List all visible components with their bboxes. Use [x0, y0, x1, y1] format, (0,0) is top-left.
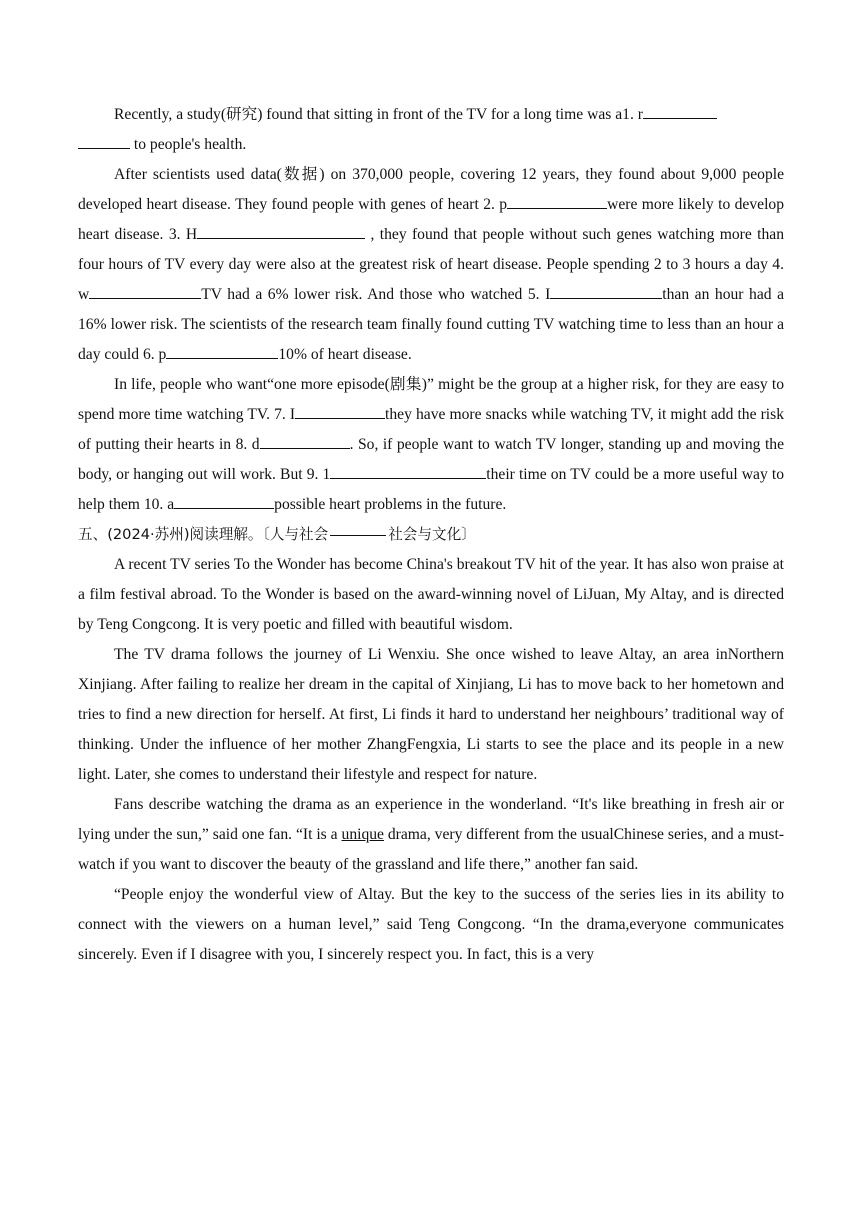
answer-blank-6[interactable] — [166, 342, 278, 359]
answer-blank-1b[interactable] — [78, 132, 130, 149]
paragraph-director: “People enjoy the wonderful view of Altay. But the key to the success of the series lies in its ability to connect with the viewers on a human level,” said Teng Congcong. “In the drama,everyone communicates sincerely. Even if I disagree with you, I sincerely respect you. In fact, this is a very — [78, 886, 784, 963]
text-run: drama, very different from the usualChinese series, and a must-watch if you want to discover the beauty of the grassland and life there,” another fan said. — [78, 826, 785, 873]
answer-blank-9[interactable] — [330, 462, 486, 479]
answer-blank-7[interactable] — [295, 402, 385, 419]
text-run: than an hour had a 16% lower risk. The scientists of the research team finally found cutting TV watching time to less than an hour a day could 6. p — [78, 286, 784, 363]
paragraph-study — [78, 160, 784, 370]
text-run: In life, people who want“one more episode(剧集)” might be the group at a higher risk, for they are easy to spend more time watching TV. 7. I — [78, 376, 784, 423]
text-run: Recently, a study(研究) found that sitting in front of the TV for a long time was a1. r — [114, 106, 643, 123]
text-run: they have more snacks while watching TV, it might add the risk of putting their hearts in 8. d — [78, 406, 784, 453]
paragraph-journey: The TV drama follows the journey of Li Wenxiu. She once wished to leave Altay, an area inNorthern Xinjiang. After failing to realize her dream in the capital of Xinjiang, Li has to move back to her hometown and tries to find a new direction for herself. At first, Li finds it hard to understand her neighbours’ traditional way of thinking. Under the influence of her mother ZhangFengxia, Li starts to see the place and its people in a new light. Later, she comes to understand their lifestyle and respect for nature. — [78, 646, 784, 783]
text-run: After scientists used data(数据) on 370,000 people, covering 12 years, they found about 9,000 people developed heart disease. They found people with genes of heart 2. p — [78, 166, 784, 213]
answer-blank-2[interactable] — [507, 192, 607, 209]
paragraph-life — [78, 370, 784, 520]
text-run: to people's health. — [130, 136, 247, 153]
answer-blank-8[interactable] — [260, 432, 350, 449]
text-run: their time on TV could be a more useful way to help them 10. a — [78, 466, 784, 513]
text-run: Fans describe watching the drama as an experience in the wonderland. “It's like breathing in fresh air or lying under the sun,” said one fan. “It is a — [78, 796, 784, 843]
heading-text: 五、(2024·苏州)阅读理解。〔人与社会 — [78, 526, 329, 543]
text-run: possible heart problems in the future. — [274, 496, 507, 513]
answer-blank-5[interactable] — [550, 282, 662, 299]
paragraph-intro — [78, 100, 784, 160]
text-run: . So, if people want to watch TV longer, standing up and moving the body, or hanging out will work. But 9. 1 — [78, 436, 785, 483]
heading-text: 社会与文化〕 — [388, 526, 476, 543]
paragraph-series: A recent TV series To the Wonder has become China's breakout TV hit of the year. It has also won praise at a film festival abroad. To the Wonder is based on the award-winning novel of LiJuan, My Altay, and is directed by Teng Congcong. It is very poetic and filled with beautiful wisdom. — [78, 556, 784, 633]
dash-divider — [330, 535, 386, 536]
section-heading — [78, 520, 784, 550]
answer-blank-10[interactable] — [174, 492, 274, 509]
answer-blank-1a[interactable] — [643, 102, 717, 119]
text-run: , they found that people without such genes watching more than four hours of TV every day were also at the greatest risk of heart disease. People spending 2 to 3 hours a day 4. w — [78, 226, 784, 303]
underlined-word: unique — [341, 826, 384, 843]
answer-blank-4[interactable] — [89, 282, 201, 299]
text-run: TV had a 6% lower risk. And those who watched 5. I — [201, 286, 551, 303]
answer-blank-3[interactable] — [197, 222, 365, 239]
text-run: 10% of heart disease. — [278, 346, 412, 363]
text-run: were more likely to develop heart disease. 3. H — [78, 196, 784, 243]
paragraph-fans — [78, 790, 784, 880]
